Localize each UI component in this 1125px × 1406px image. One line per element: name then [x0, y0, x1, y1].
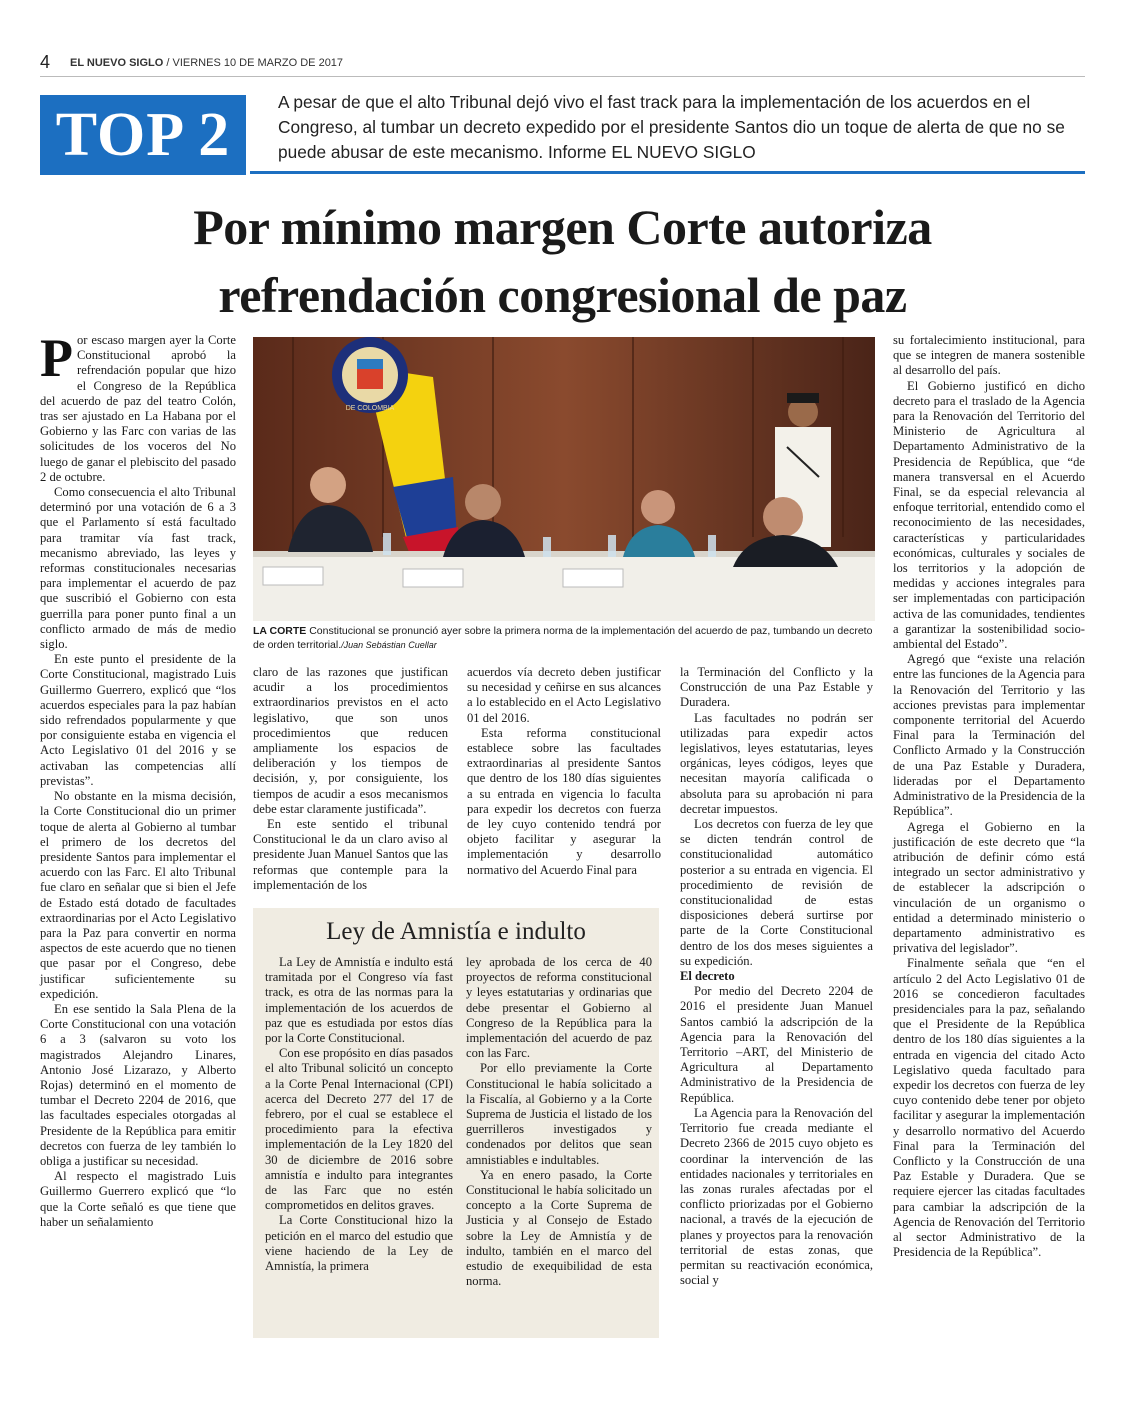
- page-header: [70, 57, 343, 69]
- paragraph: la Terminación del Conflicto y la Construcción de una Paz Estable y Duradera.: [680, 665, 873, 710]
- article-column-2: [253, 665, 448, 893]
- header-divider: [40, 76, 1085, 77]
- svg-text:DE COLOMBIA: DE COLOMBIA: [345, 405, 395, 412]
- article-kicker: A pesar de que el alto Tribunal dejó vivo el fast track para la implementación de los acuerdos en el Congreso, al tumbar un decreto expedido por el presidente Santos dio un toque de alerta de que no se puede abusar de este mecanismo. Informe EL NUEVO SIGLO: [278, 92, 1065, 162]
- paragraph: ley aprobada de los cerca de 40 proyectos de reforma constitucional y leyes estatutarias y ordinarias que debe presentar el Gobierno al Congreso de la República para la implementación del acuerdo de paz con las Farc.: [466, 955, 652, 1061]
- paragraph: La Ley de Amnistía e indulto está tramitada por el Congreso vía fast track, es otra de las normas para la implementación de los acuerdos de paz que es estudiada por estos días por la Corte Constitucional.: [265, 955, 453, 1046]
- top-label-box: TOP 2: [40, 95, 246, 175]
- paragraph: En ese sentido la Sala Plena de la Corte Constitucional con una votación 6 a 3 (salvaron su voto los magistrados Alejandro Linares, Antonio José Lizarazo, y Alberto Rojas) determinó en el momento de tumbar el Decreto 2204 de 2016, que las facultades especiales otorgadas al Presidente de la República para emitir decretos con fuerza de ley también lo obliga a justificar su necesidad.: [40, 1001, 236, 1168]
- article-column-3: [467, 665, 661, 878]
- article-headline: [40, 193, 1085, 329]
- sidebar-column-1: [265, 955, 453, 1274]
- paragraph: Las facultades no podrán ser utilizadas para expedir actos legislativos, leyes estatutarias, leyes orgánicas, leyes códigos, leyes que necesitan mayoría calificada o absoluta para su aprobación ni para decretar impuestos.: [680, 710, 873, 816]
- sidebar-title: Ley de Amnistía e indulto: [326, 918, 586, 945]
- header-date: / VIERNES 10 DE MARZO DE 2017: [166, 57, 344, 69]
- subheading: El decreto: [680, 969, 735, 984]
- newspaper-name: EL NUEVO SIGLO: [70, 57, 164, 69]
- paragraph: su fortalecimiento institucional, para que se integren de manera sostenible al desarrollo del país.: [893, 333, 1085, 378]
- colombia-seal: [332, 337, 408, 413]
- paragraph: Por escaso margen ayer la Corte Constitucional aprobó la refrendación popular que hizo el Congreso de la República del acuerdo de paz del teatro Colón, tras ser ajustado en La Habana por el Gobierno y las Farc con varias de las solicitudes de los voceros del No luego de ganar el plebiscito del pasado 2 de octubre.: [40, 328, 236, 484]
- paragraph: Por ello previamente la Corte Constitucional le había solicitado a la Fiscalía, al Gobierno y a la Corte Suprema de Justicia el listado de los guerrilleros investigados y condenados por delitos que sean amnistiables e indultables.: [466, 1061, 652, 1167]
- paragraph: Agregó que “existe una relación entre las funciones de la Agencia para la Renovación del Territorio y las acciones previstas para implementar componente territorial del Acuerdo Final para la Terminación del Conflicto Armado y la Construcción de una Paz Estable y Duradera, lideradas por el Departamento Administrativo de la Presidencia de la República”.: [893, 652, 1085, 819]
- article-column-5: [893, 333, 1085, 1260]
- paragraph: Al respecto el magistrado Luis Guillermo Guerrero explicó que “lo que la Corte señaló es que tiene que haber un señalamiento: [40, 1169, 236, 1229]
- sidebar-column-2: [466, 955, 652, 1289]
- drop-cap: P: [40, 328, 73, 388]
- paragraph: claro de las razones que justifican acudir a los procedimientos extraordinarios previstos en el acto legislativo, que son unos procedimientos que reducen ampliamente los espacios de deliberación y los tiempos de decisión, y, por consiguiente, los tiempos de acudir a esos mecanismos debe estar claramente justificada”.: [253, 665, 448, 816]
- paragraph: Esta reforma constitucional establece sobre las facultades extraordinarias al presidente Santos que dentro de los 180 días siguientes a su entrada en vigencia lo faculta para expedir los decretos con fuerza de ley cuyo contenido tendrá por objeto facilitar y asegurar la implementación y desarrollo normativo del Acuerdo Final para: [467, 725, 661, 877]
- paragraph: El Gobierno justificó en dicho decreto para el traslado de la Agencia para la Renovación del Territorio del Ministerio de Agricultura al Departamento Administrativo de la Presidencia de República, que “de manera transversal en el Acuerdo Final, se da especial relevancia al enfoque territorial, entendido como el reconocimiento de las necesidades, características y particularidades económicas, culturales y sociales de los territorios y la adopción de medidas y acciones integrales para ser implementadas con participación activa de las comunidades, tendientes a garantizar la sostenibilidad socio-ambiental del Estado”.: [893, 378, 1085, 652]
- paragraph: Como consecuencia el alto Tribunal determinó por una votación de 6 a 3 que el Parlamento sí está facultado para tramitar vía fast track, mecanismo abreviado, las leyes y reformas constitucionales necesarias para implementar el acuerdo de paz que suscribió el Gobierno con esta guerrilla para poner punto final a un conflicto armado de más de medio siglo.: [40, 485, 236, 652]
- paragraph: La Corte Constitucional hizo la petición en el marco del estudio que viene haciendo de la Ley de Amnistía, la primera: [265, 1213, 453, 1274]
- paragraph: Ya en enero pasado, la Corte Constitucional le había solicitado un concepto a la Corte Suprema de Justicia y al Consejo de Estado sobre la Ley de Amnistía y de indulto, también en el marco del estudio de exequibilidad de esta norma.: [466, 1167, 652, 1289]
- caption-lead: LA CORTE: [253, 625, 307, 637]
- paragraph: Finalmente señala que “en el artículo 2 del Acto Legislativo 01 de 2016 se concedieron facultades presidenciales para la paz, señalando que el Presidente de la República dentro de los 180 días siguientes a la entrada en vigencia del citado Acto Legislativo queda facultado para expedir los decretos con fuerza de ley cuyo contenido debe tener por objeto facilitar y asegurar la implementación y desarrollo normativo del Acuerdo Final para la Terminación del Conflicto y la Construcción de una Paz Estable y Duradera. Que se requiere ejercer las citadas facultades para cambiar la adscripción de la Agencia de Renovación del Territorio al sector Administrativo de la Presidencia de la República”.: [893, 956, 1085, 1260]
- paragraph: Con ese propósito en días pasados el alto Tribunal solicitó un concepto a la Corte Penal Internacional (CPI) acerca del Decreto 277 del 17 de febrero, por el cual se establece el procedimiento para la efectiva implementación de la Ley 1820 del 30 de diciembre de 2016 sobre amnistía e indulto para integrantes de las Farc que no estén comprometidos en delitos graves.: [265, 1046, 453, 1213]
- paragraph: Agrega el Gobierno en la justificación de este decreto que “la atribución de definir cómo está integrado un sector administrativo y de establecer la adscripción o vinculación de un organismo o entidad a determinado ministerio o departamento administrativo es privativa del legislador”.: [893, 819, 1085, 956]
- court-photo: [253, 337, 875, 621]
- photo-caption: [253, 624, 875, 652]
- paragraph: En este sentido el tribunal Constitucional le da un claro aviso al presidente Juan Manuel Santos que las reformas que contemple para la implementación de los: [253, 817, 448, 892]
- paragraph: La Agencia para la Renovación del Territorio fue creada mediante el Decreto 2366 de 2015 cuyo objeto es coordinar la intervención de las entidades nacionales y territoriales en las zonas rurales afectadas por el conflicto priorizadas por el Gobierno nacional, a través de la ejecución de planes y proyectos para la renovación territorial de estas zonas, que permitan su reactivación económica, social y: [680, 1105, 873, 1288]
- paragraph: acuerdos vía decreto deben justificar su necesidad y ceñirse en sus alcances a lo establecido en el Acto Legislativo 01 del 2016.: [467, 665, 661, 725]
- headline-line-1: Por mínimo margen Corte autoriza: [193, 199, 932, 255]
- paragraph: No obstante en la misma decisión, la Corte Constitucional dio un primer toque de alerta al Gobierno al tumbar el primero de los decretos del presidente Santos para implementar el acuerdo con las Farc. El alto Tribunal fue claro en señalar que si bien el Jefe de Estado está dotado de facultades extraordinarias por el Acto Legislativo para la Paz para convertir en norma aspectos de este acuerdo que no tienen que pasar por el Congreso, debe justificar suficientemente su expedición.: [40, 789, 236, 1001]
- caption-text: Constitucional se pronunció ayer sobre la primera norma de la implementación del acuerdo de paz, tumbando un decreto de orden territorial.: [253, 625, 873, 651]
- paragraph: Por medio del Decreto 2204 de 2016 el presidente Juan Manuel Santos cambió la adscripción de la Agencia para la Renovación del Territorio –ART, del Ministerio de Agricultura al Departamento Administrativo de la Presidencia de República.: [680, 984, 873, 1105]
- article-column-1: [40, 328, 236, 1230]
- page-number: 4: [40, 52, 51, 72]
- headline-line-2: refrendación congresional de paz: [218, 267, 907, 323]
- photo-credit: /Juan Sebástian Cuellar: [341, 640, 437, 650]
- top-underline: [250, 171, 1085, 174]
- paragraph: Los decretos con fuerza de ley que se dicten tendrán control de constitucionalidad automático posterior a su entrada en vigencia. El procedimiento de revisión de constitucionalidad de estas disposiciones deberá surtirse por parte de la Corte Constitucional dentro de los dos meses siguientes a su expedición.: [680, 817, 873, 968]
- article-column-4: [680, 665, 873, 1288]
- paragraph: En este punto el presidente de la Corte Constitucional, magistrado Luis Guillermo Guerrero, explicó que “los acuerdos especiales para la paz habían sido refrendados popularmente y que por consiguiente estaba en vigencia el Acto Legislativo 01 del 2016 y se activaban las competencias allí previstas”.: [40, 652, 236, 788]
